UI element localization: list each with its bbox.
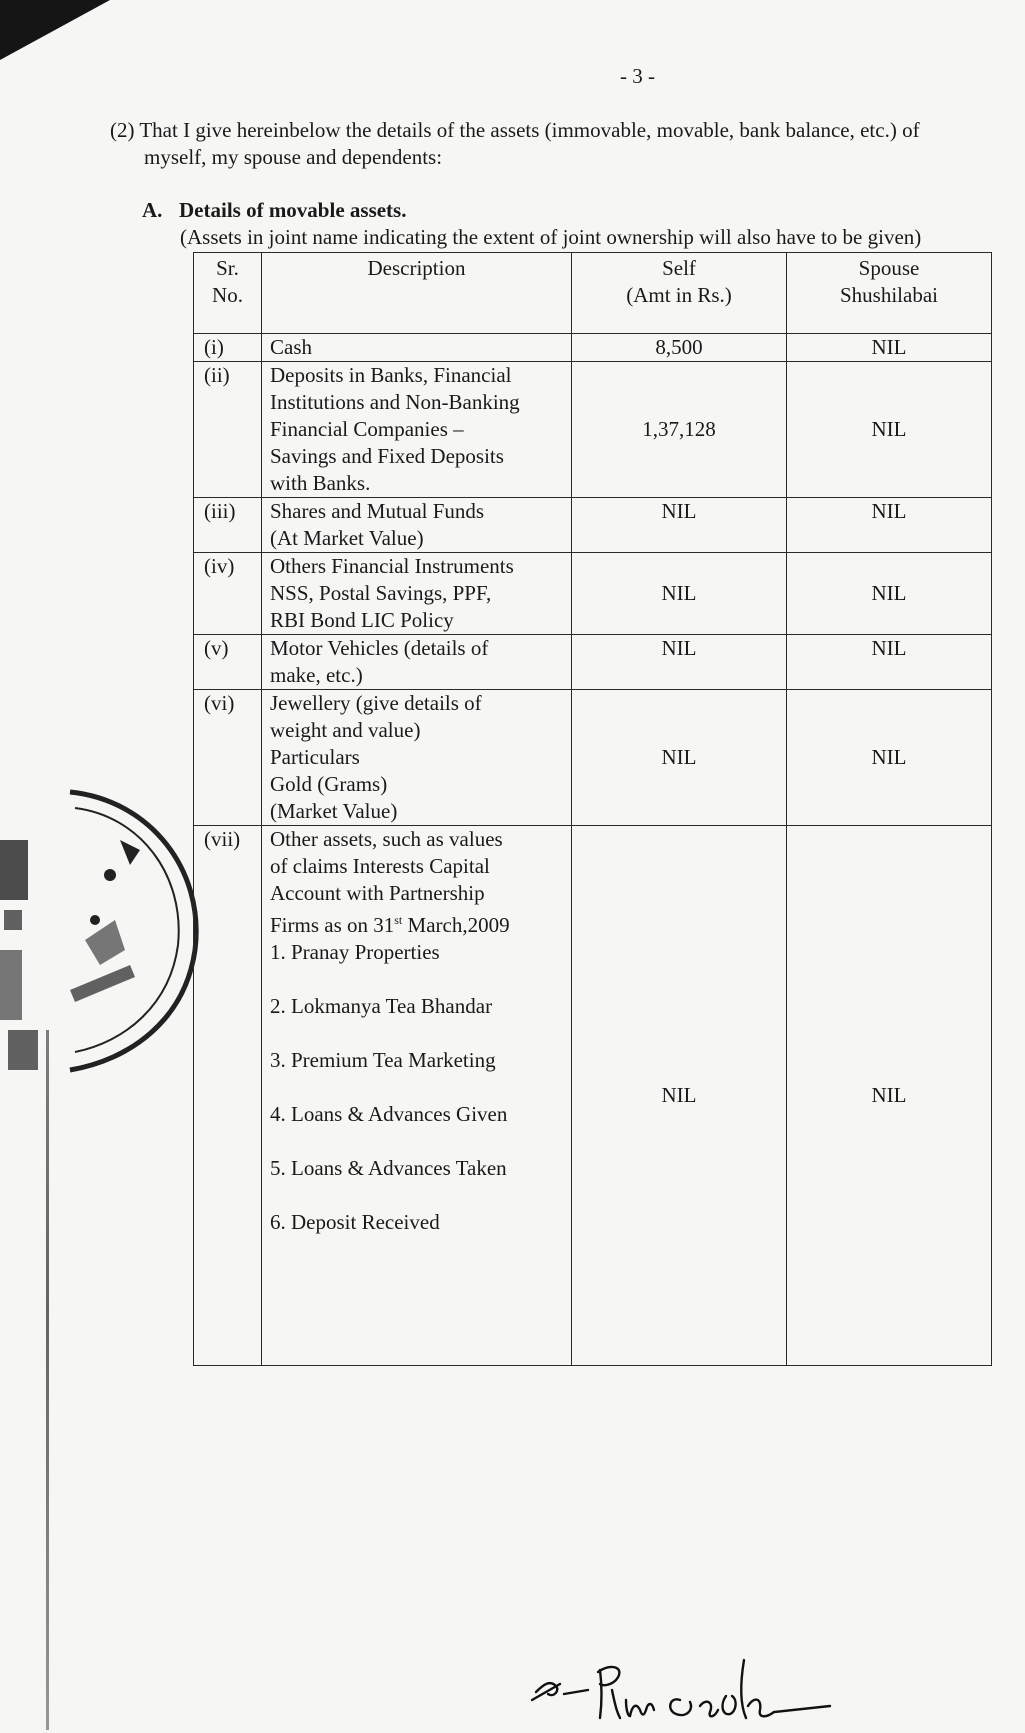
self-amount-cell: 8,500 [572, 334, 787, 362]
sr-cell: (iii) [194, 498, 262, 553]
handwritten-signature [530, 1640, 850, 1730]
header-spouse-line1: Spouse [858, 256, 920, 280]
spouse-amount-cell: NIL [787, 553, 992, 635]
page-number: - 3 - [620, 64, 655, 88]
header-description-text: Description [367, 256, 466, 280]
date-superscript: st [394, 913, 403, 927]
self-amount-cell: NIL [572, 553, 787, 635]
description-line: weight and value) [270, 718, 421, 742]
description-line: of claims Interests Capital [270, 854, 490, 878]
official-seal-stamp [0, 780, 210, 1100]
sr-cell: (ii) [194, 362, 262, 498]
spouse-amount-cell: NIL [787, 690, 992, 826]
description-line: Shares and Mutual Funds [270, 499, 485, 523]
intro-paragraph [110, 117, 1025, 171]
description-cell [262, 498, 572, 553]
description-line: Gold (Grams) [270, 772, 388, 796]
self-amount-cell: 1,37,128 [572, 362, 787, 498]
description-cell [262, 826, 572, 1366]
description-line: with Banks. [270, 471, 371, 495]
movable-assets-table [193, 252, 992, 1366]
description-line: Deposits in Banks, Financial [270, 363, 512, 387]
description-line: Savings and Fixed Deposits [270, 444, 504, 468]
table-header-row [194, 253, 992, 334]
list-item: 2. Lokmanya Tea Bhandar [270, 994, 493, 1018]
list-item: 1. Pranay Properties [270, 940, 440, 964]
description-line: (At Market Value) [270, 526, 424, 550]
description-line: Particulars [270, 745, 360, 769]
description-cell [262, 690, 572, 826]
table-row-vii [194, 826, 992, 1366]
scan-edge-line [46, 1030, 49, 1730]
description-line: Motor Vehicles (details of [270, 636, 489, 660]
description-line: RBI Bond LIC Policy [270, 608, 454, 632]
header-self [572, 253, 787, 334]
list-item: 6. Deposit Received [270, 1210, 440, 1234]
section-title: Details of movable assets. [179, 198, 407, 222]
self-amount-cell: NIL [572, 690, 787, 826]
description-line: Account with Partnership [270, 881, 485, 905]
section-heading [142, 198, 406, 223]
spouse-amount-cell: NIL [787, 635, 992, 690]
intro-line-1: (2) That I give hereinbelow the details of the assets (immovable, movable, bank balance, etc.) of [110, 118, 920, 142]
description-cell [262, 553, 572, 635]
corner-fold-mark [0, 0, 110, 70]
description-line: Jewellery (give details of [270, 691, 482, 715]
header-description [262, 253, 572, 334]
description-line: Others Financial Instruments [270, 554, 514, 578]
description-cell [262, 334, 572, 362]
sr-cell: (vi) [194, 690, 262, 826]
list-item: 4. Loans & Advances Given [270, 1102, 508, 1126]
table-row [194, 553, 992, 635]
sr-cell: (i) [194, 334, 262, 362]
sr-cell: (vii) [194, 826, 262, 1366]
table-row [194, 362, 992, 498]
description-line: (Market Value) [270, 799, 398, 823]
sr-cell: (v) [194, 635, 262, 690]
intro-line-2: myself, my spouse and dependents: [144, 145, 443, 169]
self-amount-cell: NIL [572, 635, 787, 690]
spouse-amount-cell: NIL [787, 498, 992, 553]
header-sr-line1: Sr. [216, 256, 239, 280]
table-row [194, 334, 992, 362]
description-line: NSS, Postal Savings, PPF, [270, 581, 492, 605]
self-amount-cell: NIL [572, 498, 787, 553]
header-self-line2: (Amt in Rs.) [626, 283, 732, 307]
description-line: Financial Companies – [270, 417, 464, 441]
date-text: Firms as on 31 [270, 913, 395, 937]
table-row [194, 498, 992, 553]
header-spouse-line2: Shushilabai [840, 283, 938, 307]
list-item: 3. Premium Tea Marketing [270, 1048, 496, 1072]
self-amount-cell: NIL [572, 826, 787, 1366]
header-spouse [787, 253, 992, 334]
date-month-year: March,2009 [402, 913, 510, 937]
spouse-amount-cell: NIL [787, 334, 992, 362]
spouse-amount-cell: NIL [787, 362, 992, 498]
description-line: Cash [270, 335, 312, 359]
section-note: (Assets in joint name indicating the extent of joint ownership will also have to be given) [180, 225, 922, 249]
description-cell [262, 635, 572, 690]
description-line: Other assets, such as values [270, 827, 503, 851]
table-row [194, 635, 992, 690]
header-sr-line2: No. [212, 283, 243, 307]
list-item: 5. Loans & Advances Taken [270, 1156, 507, 1180]
header-sr-no [194, 253, 262, 334]
description-line: make, etc.) [270, 663, 363, 687]
section-label: A. [142, 198, 163, 222]
spouse-amount-cell: NIL [787, 826, 992, 1366]
sr-cell: (iv) [194, 553, 262, 635]
description-date-line [270, 907, 563, 939]
header-self-line1: Self [662, 256, 696, 280]
description-line: Institutions and Non-Banking [270, 390, 520, 414]
partnership-list [270, 939, 563, 1236]
description-cell [262, 362, 572, 498]
table-row [194, 690, 992, 826]
